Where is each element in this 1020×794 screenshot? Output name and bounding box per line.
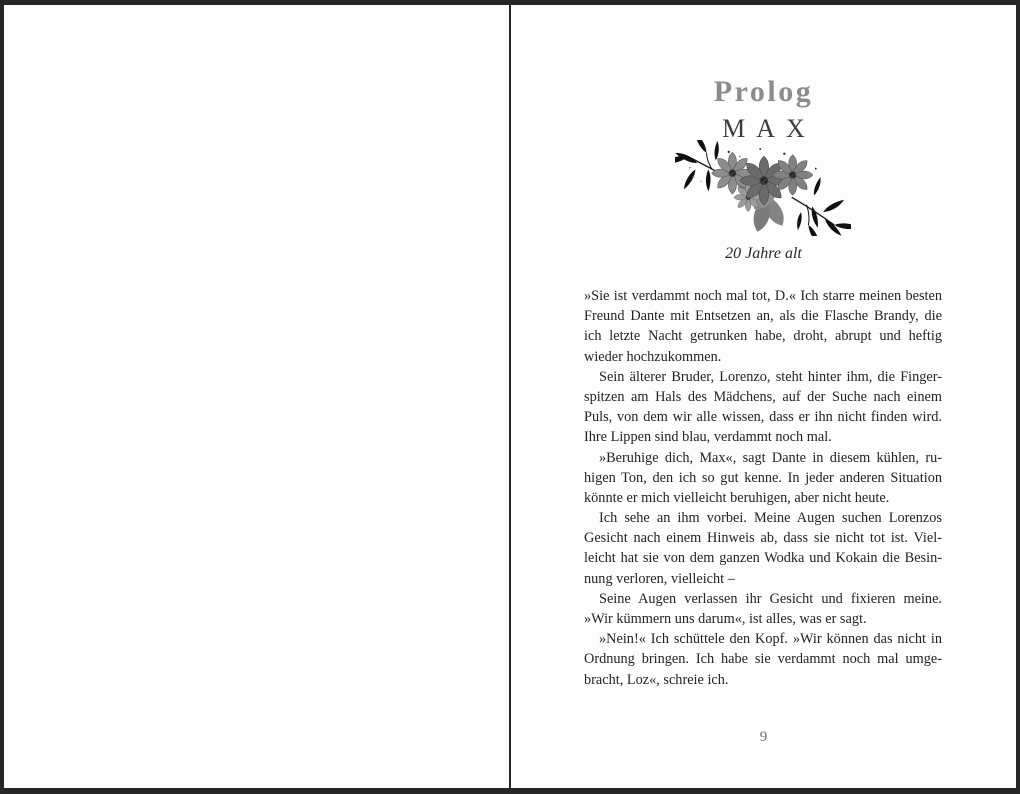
text-line: »Wir kümmern uns darum«, ist alles, was er sagt.	[584, 611, 867, 627]
text-line: Sein älterer Bruder, Lorenzo, steht hinter ihm, die Finger-	[599, 368, 942, 385]
page-number: 9	[759, 729, 768, 745]
text-line: »Beruhige dich, Max«, sagt Dante in diesem kühlen, ru-	[599, 449, 942, 466]
right-page	[511, 5, 1016, 788]
text-line: leicht hat sie von dem ganzen Wodka und Kokain die Besin-	[584, 550, 942, 567]
text-line: »Nein!« Ich schüttele den Kopf. »Wir können das nicht in	[599, 631, 942, 648]
text-line: Ihre Lippen sind blau, verdammt noch mal.	[584, 429, 832, 446]
text-line: Puls, von dem wir alle wissen, dass er ihn nicht finden wird.	[584, 409, 942, 426]
text-line: ich letzte Nacht getrunken habe, droht, abrupt und heftig	[584, 328, 942, 345]
text-line: wieder hochzukommen.	[584, 348, 722, 365]
text-line: Ordnung bringen. Ich habe sie verdammt noch mal umge-	[584, 651, 942, 668]
text-line: »Sie ist verdammt noch mal tot, D.« Ich starre meinen besten	[584, 288, 942, 304]
body-text	[584, 286, 942, 690]
chapter-title: MAX	[722, 114, 816, 143]
epigraph: 20 Jahre alt	[725, 245, 802, 262]
text-line: spitzen am Hals des Mädchens, auf der Suche nach einem	[584, 388, 942, 405]
text-line: nung verloren, vielleicht –	[584, 570, 735, 587]
text-line: könnte er mich vielleicht beruhigen, aber nicht heute.	[584, 489, 890, 506]
left-page	[4, 5, 509, 788]
text-line: higen Ton, den ich so gut kenne. In jeder anderen Situation	[584, 469, 942, 486]
text-line: bracht, Loz«, schreie ich.	[584, 671, 729, 688]
text-line: Seine Augen verlassen ihr Gesicht und fixieren meine.	[599, 590, 942, 607]
chapter-label: Prolog	[713, 75, 814, 108]
text-line: Ich sehe an ihm vorbei. Meine Augen suchen Lorenzos	[599, 510, 942, 527]
floral-ornament-icon	[675, 140, 851, 236]
text-line: Gesicht nach einem Hinweis ab, dass sie nicht tot ist. Viel-	[584, 530, 942, 547]
text-line: Freund Dante mit Entsetzen an, als die Flasche Brandy, die	[584, 308, 942, 325]
